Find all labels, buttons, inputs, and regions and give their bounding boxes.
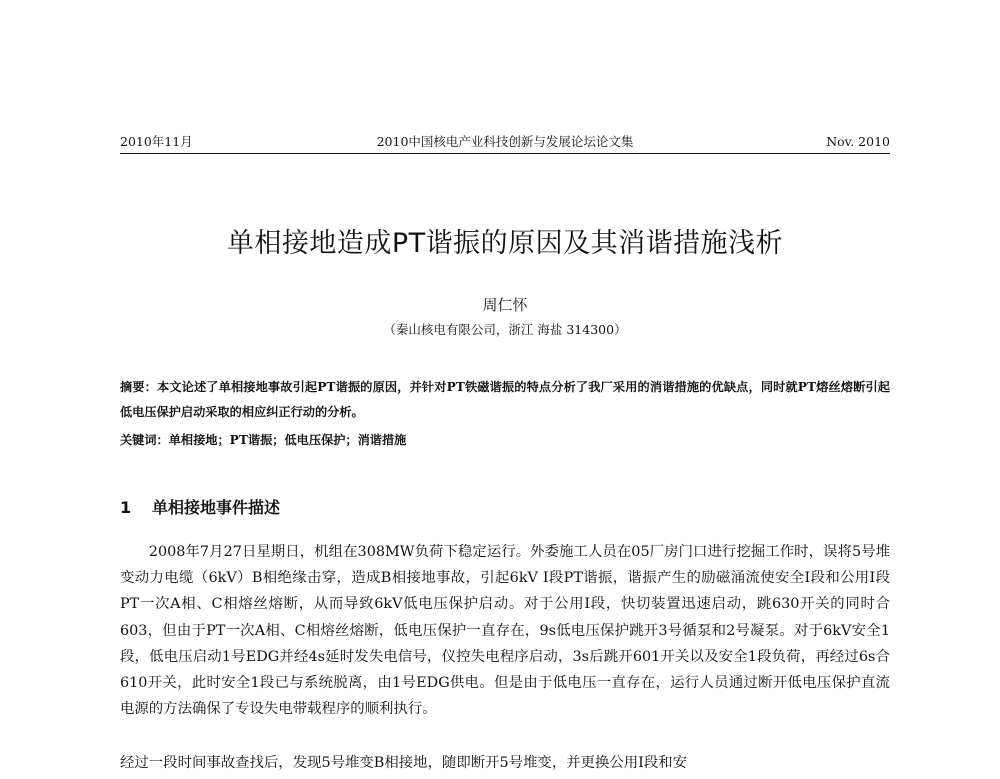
header-proceedings-title: 2010中国核电产业科技创新与发展论坛论文集	[376, 134, 634, 149]
section-title: 单相接地事件描述	[152, 498, 281, 517]
keywords	[120, 429, 890, 451]
abstract	[120, 375, 890, 425]
paper-title: 单相接地造成PT谐振的原因及其消谐措施浅析	[226, 228, 784, 259]
section-heading	[120, 495, 890, 521]
abstract-label: 摘要：	[120, 380, 157, 394]
body-paragraph: 2008年7月27日星期日，机组在308MW负荷下稳定运行。外委施工人员在05厂房门口进行挖掘工作时，误将5号堆变动力电缆（6kV）B相绝缘击穿，造成B相接地事故，引起6kV I段PT谐振，谐振产生的励磁涌流使安全I段和公用I段PT一次A相、C相熔丝熔断，从而导致6kV低电压保护启动。对于公用I段，快切装置迅速启动，跳630开关的同时合603，但由于PT一次A相、C相熔丝熔断，低电压保护一直存在，9s低电压保护跳开3号循泵和2号凝泵。对于6kV安全1段，低电压启动1号EDG并经4s延时发失电信号，仪控失电程序启动，3s后跳开601开关以及安全1段负荷，再经过6s合610开关，此时安全1段已与系统脱离，由1号EDG供电。但是由于低电压一直存在，运行人员通过断开低电压保护直流电源的方法确保了专设失电带载程序的顺利执行。	[120, 544, 890, 718]
author-name: 周仁怀	[482, 296, 528, 314]
section-number: 1	[120, 498, 132, 517]
header-date: 2010年11月	[120, 134, 193, 149]
truncated-text: 经过一段时间事故查找后，发现5号堆变B相接地，随即断开5号堆变，并更换公用I段和安	[120, 755, 688, 771]
keywords-label: 关键词：	[120, 433, 169, 447]
running-header	[120, 133, 890, 151]
header-date-en: Nov. 2010	[826, 134, 890, 149]
keywords-text: 单相接地；PT谐振；低电压保护；消谐措施	[168, 433, 407, 447]
truncated-text-line	[120, 753, 890, 771]
header-rule	[120, 153, 890, 154]
author-affiliation: （秦山核电有限公司，浙江 海盐 314300）	[383, 322, 627, 337]
abstract-text: 本文论述了单相接地事故引起PT谐振的原因，并针对PT铁磁谐振的特点分析了我厂采用的消谐措施的优缺点，同时就PT熔丝熔断引起低电压保护启动采取的相应纠正行动的分析。	[120, 380, 890, 419]
